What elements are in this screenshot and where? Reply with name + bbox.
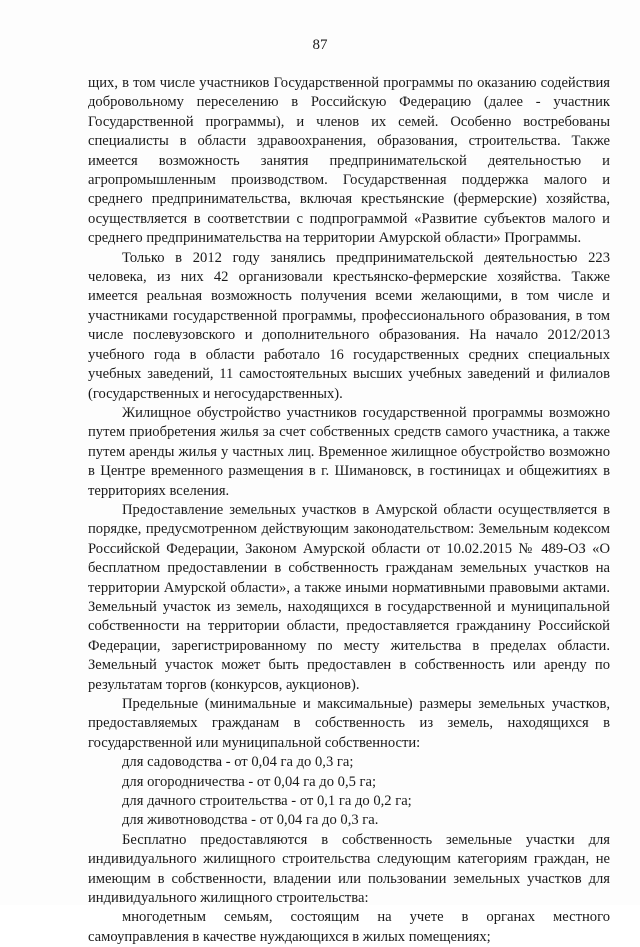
list-item: для животноводства - от 0,04 га до 0,3 га. bbox=[122, 812, 379, 829]
list-item: для огородничества - от 0,04 га до 0,5 га; bbox=[122, 773, 377, 790]
document-body bbox=[88, 74, 610, 947]
paragraph: Бесплатно предоставляются в собственность земельные участки для индивидуального жилищного строительства следующим категориям граждан, не имеющим в собственности, владении или пользовании земельных участков для индивидуального жилищного строительства: bbox=[88, 831, 610, 907]
paragraph: Жилищное обустройство участников государственной программы возможно путем приобретения жилья за счет собственных средств самого участника, а также путем аренды жилья у частных лиц. Временное жилищное обустройство возможно в Центре временного размещения в г. Шимановск, в гостиницах и общежитиях в территориях вселения. bbox=[88, 404, 610, 499]
paragraph: многодетным семьям, состоящим на учете в органах местного самоуправления в качестве нуждающихся в жилых помещениях; bbox=[88, 909, 610, 945]
paragraph: щих, в том числе участников Государственной программы по оказанию содействия добровольному переселению в Российскую Федерацию (далее - участник Государственной программы), и членов их семей. Особенно востребованы специалисты в области здравоохранения, образования, строительства. Также имеется возможность занятия предпринимательской деятельностью и агропромышленным производством. Государственная поддержка малого и среднего предпринимательства, включая крестьянские (фермерские) хозяйства, осуществляется в соответствии с подпрограммой «Развитие субъектов малого и среднего предпринимательства на территории Амурской области» Программы. bbox=[88, 75, 610, 247]
paragraph: Только в 2012 году занялись предпринимательской деятельностью 223 человека, из них 42 организовали крестьянско-фермерские хозяйства. Также имеется реальная возможность получения всеми желающими, в том числе и участниками государственной программы, профессионального образования, в том числе послевузовского и дополнительного образования. На начало 2012/2013 учебного года в области работало 16 государственных средних специальных учебных заведений, 11 самостоятельных высших учебных заведений и филиалов (государственных и негосударственных). bbox=[88, 249, 610, 402]
list-item: для дачного строительства - от 0,1 га до 0,2 га; bbox=[122, 793, 412, 810]
paragraph: Предельные (минимальные и максимальные) размеры земельных участков, предоставляемых гражданам в собственность из земель, находящихся в государственной или муниципальной собственности: bbox=[88, 696, 610, 751]
page-number: 87 bbox=[312, 37, 328, 53]
list-item: для садоводства - от 0,04 га до 0,3 га; bbox=[122, 754, 354, 771]
paragraph: Предоставление земельных участков в Амурской области осуществляется в порядке, предусмотренном действующим законодательством: Земельным кодексом Российской Федерации, Законом Амурской области от 10.02.2015 № 489-ОЗ «О бесплатном предоставлении в собственность гражданам земельных участков на территории Амурской области», а также иными нормативными правовыми актами. Земельный участок из земель, находящихся в государственной и муниципальной собственности на территории области, предоставляется гражданину Российской Федерации, зарегистрированному по месту жительства в пределах области. Земельный участок может быть предоставлен в собственность или аренду по результатам торгов (конкурсов, аукционов). bbox=[88, 501, 610, 693]
